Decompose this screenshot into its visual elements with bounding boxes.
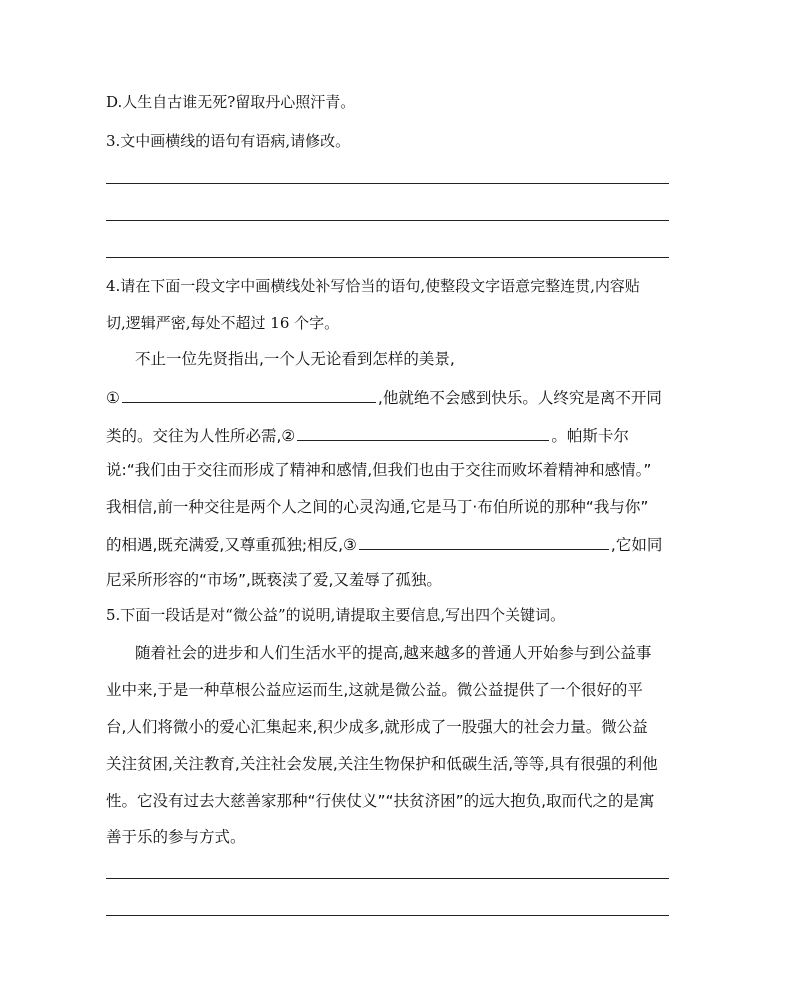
question-4-line-1: 4.请在下面一段文字中画横线处补写恰当的语句,使整段文字语意完整连贯,内容贴	[106, 277, 640, 295]
answer-line-3-2[interactable]	[106, 220, 669, 221]
option-d: D.人生自古谁无死?留取丹心照汗青。	[106, 93, 356, 111]
passage-4-line-2-text: ,他就绝不会感到快乐。人终究是离不开同	[377, 389, 662, 407]
passage-4-line-3-text: 类的。交往为人性所必需,②	[106, 427, 296, 445]
question-4-line-2: 切,逻辑严密,每处不超过 16 个字。	[106, 314, 340, 332]
passage-5-line-1: 随着社会的进步和人们生活水平的提高,越来越多的普通人开始参与到公益事	[135, 644, 652, 662]
passage-4-line-1: 不止一位先贤指出,一个人无论看到怎样的美景,	[135, 350, 455, 368]
passage-4-line-4: 说:“我们由于交往而形成了精神和感情,但我们也由于交往而败坏着精神和感情。”	[106, 461, 652, 479]
passage-5-line-2: 业中来,于是一种草根公益应运而生,这就是微公益。微公益提供了一个很好的平	[106, 681, 643, 699]
answer-line-5-1[interactable]	[106, 878, 669, 879]
passage-4-line-7: 尼采所形容的“市场”,既亵渎了爱,又羞辱了孤独。	[106, 571, 442, 589]
passage-4-line-6-end: ,它如同	[610, 536, 663, 554]
passage-4-line-6	[106, 533, 662, 555]
passage-4-line-3	[106, 424, 629, 446]
passage-5-line-6: 善于乐的参与方式。	[106, 828, 246, 846]
passage-4-line-3-end: 。帕斯卡尔	[551, 427, 629, 445]
question-5: 5.下面一段话是对“微公益”的说明,请提取主要信息,写出四个关键词。	[106, 606, 566, 624]
passage-4-line-6-text: 的相遇,既充满爱,又尊重孤独;相反,③	[106, 536, 357, 554]
question-3: 3.文中画横线的语句有语病,请修改。	[106, 132, 351, 150]
fill-blank-3[interactable]	[359, 533, 609, 550]
blank-marker-1: ①	[106, 389, 120, 407]
fill-blank-1[interactable]	[122, 386, 376, 403]
answer-line-3-3[interactable]	[106, 257, 669, 258]
answer-line-3-1[interactable]	[106, 183, 669, 184]
answer-line-5-2[interactable]	[106, 915, 669, 916]
passage-5-line-4: 关注贫困,关注教育,关注社会发展,关注生物保护和低碳生活,等等,具有很强的利他	[106, 755, 658, 773]
passage-4-line-2	[106, 386, 662, 408]
fill-blank-2[interactable]	[297, 424, 549, 441]
passage-5-line-5: 性。它没有过去大慈善家那种“行侠仗义”“扶贫济困”的远大抱负,取而代之的是寓	[106, 792, 655, 810]
passage-5-line-3: 台,人们将微小的爱心汇集起来,积少成多,就形成了一股强大的社会力量。微公益	[106, 718, 648, 736]
passage-4-line-5: 我相信,前一种交往是两个人之间的心灵沟通,它是马丁·布伯所说的那种“我与你”	[106, 498, 649, 516]
